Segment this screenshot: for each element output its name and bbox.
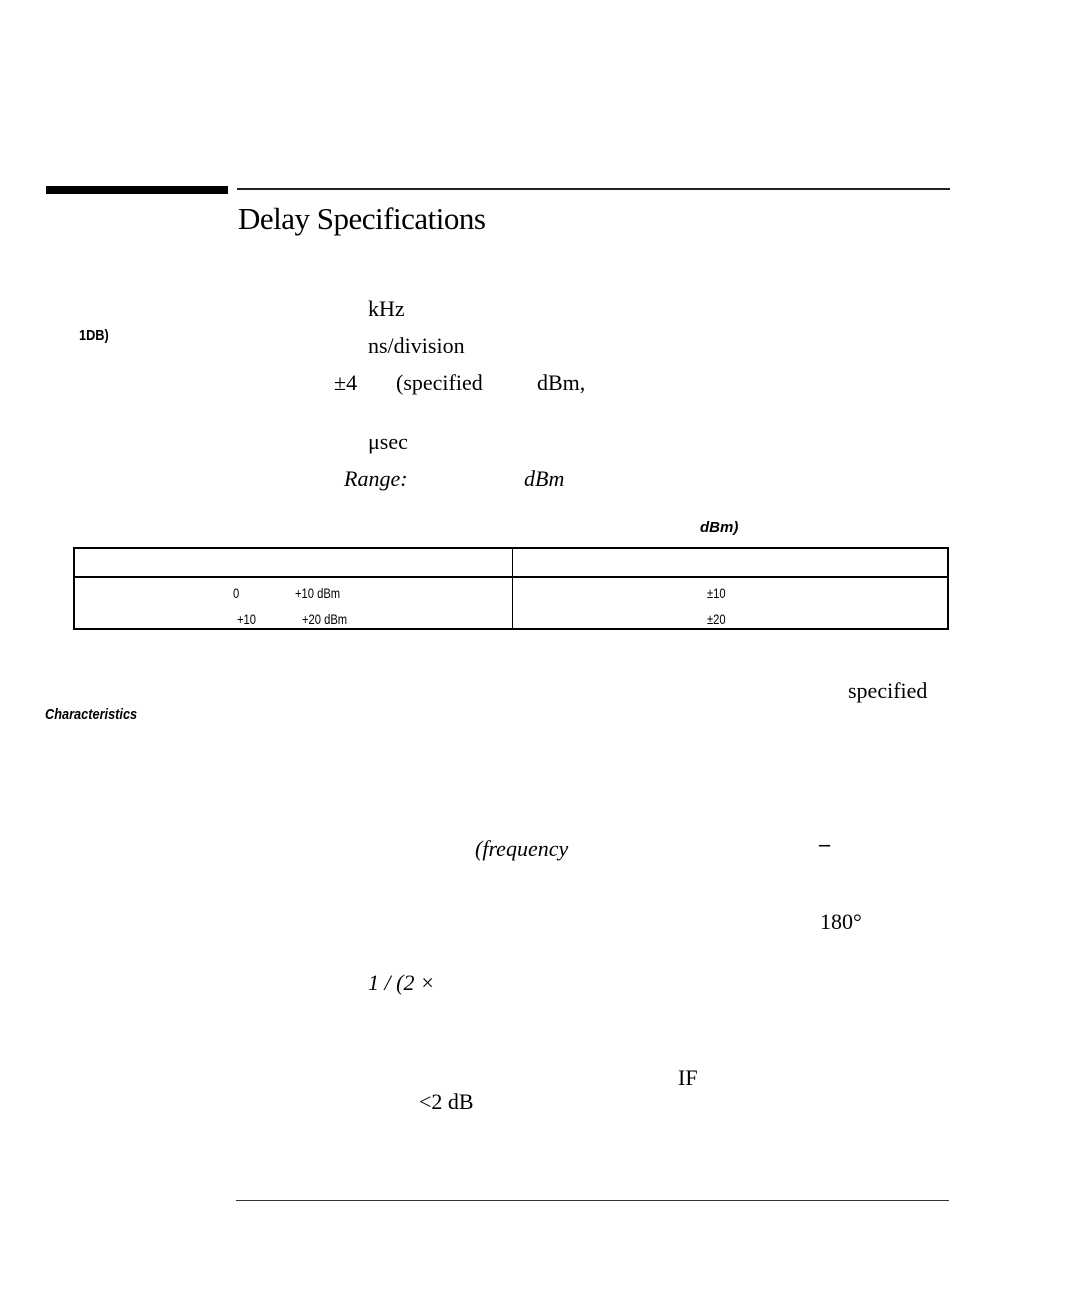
text-ns-division: ns/division <box>368 333 465 358</box>
header-thick-rule <box>46 186 228 194</box>
text-plus-minus-4: ±4 <box>334 370 358 395</box>
text-khz: kHz <box>368 296 405 321</box>
accuracy-row1: ±10 <box>707 585 726 601</box>
text-180-degrees: 180° <box>820 909 862 934</box>
accuracy-row2: ±20 <box>707 611 726 627</box>
text-lt-2db: <2 dB <box>419 1089 474 1114</box>
table-cell-power <box>74 577 513 629</box>
table-header-row <box>74 548 948 577</box>
text-specified-right: specified <box>848 678 928 703</box>
text-dash: – <box>819 831 830 856</box>
power-row2-from: +10 <box>237 611 256 627</box>
table-header-cell <box>74 548 513 577</box>
text-dbm-italic: dBm <box>524 466 565 491</box>
text-if: IF <box>678 1065 698 1090</box>
margin-label-characteristics: Characteristics <box>45 706 138 723</box>
text-dbm-paren: dBm) <box>700 519 739 536</box>
spec-table <box>73 547 949 630</box>
power-row2-to: +20 dBm <box>302 611 348 627</box>
table-cell-accuracy <box>513 577 949 629</box>
text-frequency: (frequency <box>475 836 569 861</box>
page-title: Delay Specifications <box>238 201 486 236</box>
table-header-cell <box>513 548 949 577</box>
table-body-row <box>74 577 948 629</box>
text-dbm-comma: dBm, <box>537 370 586 395</box>
power-row1-from: 0 <box>233 585 240 601</box>
header-thin-rule <box>237 188 950 190</box>
text-specified: (specified <box>396 370 483 395</box>
power-row1-to: +10 dBm <box>295 585 341 601</box>
footer-rule <box>236 1200 949 1201</box>
text-usec: μsec <box>368 429 408 454</box>
text-one-over-two: 1 / (2 × <box>368 970 435 995</box>
text-range: Range: <box>344 466 408 491</box>
margin-label-1db: 1DB) <box>79 327 109 344</box>
